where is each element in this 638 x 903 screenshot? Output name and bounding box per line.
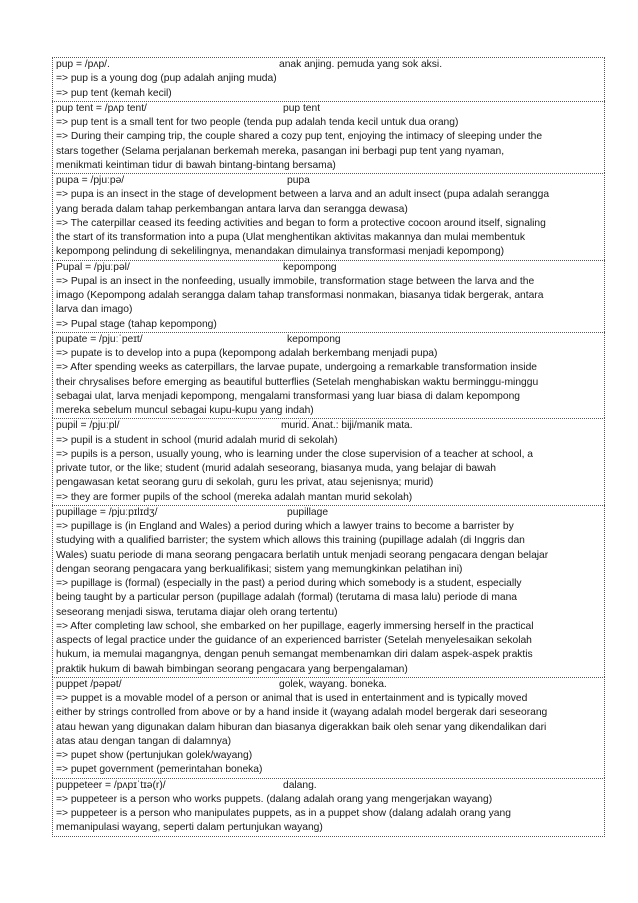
headword: puppet /pəpət/	[56, 678, 122, 690]
entry-header	[53, 102, 604, 116]
entry-text-line: their chrysalises before emerging as beautiful butterflies (Setelah menghabiskan waktu berminggu-minggu	[56, 376, 539, 388]
entry-text-line: => pupillage is (in England and Wales) a period during which a lawyer trains to become a barrister by	[56, 521, 514, 532]
translation: pupa	[287, 175, 310, 186]
entry-text-line: => Pupal is an insect in the nonfeeding, usually immobile, transformation stage between the larva and the	[56, 275, 535, 287]
translation: dalang.	[283, 779, 317, 791]
headword: pup tent = /pʌp tent/	[56, 102, 147, 114]
entry-text-line: => The caterpillar ceased its feeding activities and began to form a protective cocoon around itself, signaling	[56, 217, 546, 229]
translation: murid. Anat.: biji/manik mata.	[281, 420, 413, 432]
headword: Pupal = /pjuːpəl/	[56, 261, 130, 273]
entry-header	[53, 678, 604, 692]
entry-text-line: Wales) suatu periode di mana seorang pengacara berlatih untuk menjadi seorang pengacara dengan belajar	[56, 549, 549, 561]
entry-text-line: => After completing law school, she embarked on her pupillage, eagerly immersing herself in the practical	[56, 620, 534, 632]
translation: kepompong	[283, 261, 337, 273]
entry-pupate	[52, 332, 605, 419]
entry-text-line: pengawasan ketat seorang guru di sekolah, guru les privat, atau sejenisnya; murid)	[56, 477, 434, 489]
entry-header	[53, 174, 604, 188]
entry-text-line: seseorang menjadi siswa, terutama diajar oleh orang tertentu)	[56, 606, 338, 618]
entry-text-line: studying with a qualified barrister; the system which allows this training (pupillage adalah (di Inggris dan	[56, 535, 525, 547]
translation: anak anjing. pemuda yang sok aksi.	[279, 59, 443, 70]
entry-text-line: => Pupal stage (tahap kepompong)	[56, 318, 217, 330]
translation: pup tent	[283, 102, 321, 114]
entry-pup-tent	[52, 101, 605, 173]
entry-text-line: kepompong pelindung di sekelilingnya, menandakan dimulainya transformasi menjadi kepompong)	[56, 246, 505, 258]
entry-header	[53, 419, 604, 433]
dictionary-sheet	[52, 57, 605, 837]
entry-text-line: => pup tent is a small tent for two people (tenda pup adalah tenda kecil untuk dua orang)	[56, 117, 459, 128]
translation: pupillage	[287, 506, 329, 518]
entry-text-line: being taught by a particular person (pupillage adalah (formal) (terutama di masa lalu) periode di mana	[56, 592, 518, 604]
entry-puppet	[52, 677, 605, 778]
entry-text-line: => pupillage is (formal) (especially in the past) a period during which somebody is a student, especially	[56, 578, 522, 589]
entry-text-line: the start of its transformation into a pupa (Ulat menghentikan aktivitas makannya dan mulai membentuk	[56, 232, 526, 243]
headword: pupate = /pjuːˈpeɪt/	[56, 333, 143, 345]
entry-text-line: => puppeteer is a person who works puppets. (dalang adalah orang yang mengerjakan wayang)	[56, 793, 493, 805]
headword: pupil = /pjuːpl/	[56, 420, 120, 432]
entry-text-line: mereka sebelum muncul sebagai kupu-kupu yang indah)	[56, 405, 314, 416]
entry-text-line: sebagai ulat, larva menjadi kepompong, mengalami transformasi yang luar biasa di dalam kepompong	[56, 390, 520, 402]
entry-text-line: => After spending weeks as caterpillars, the larvae pupate, undergoing a remarkable transformation inside	[56, 362, 537, 374]
entry-text-line: => pup is a young dog (pup adalah anjing muda)	[56, 73, 277, 85]
entry-text-line: praktik hukum di bawah bimbingan seorang pengacara yang berpengalaman)	[56, 663, 408, 675]
headword: pupillage = /pjuːpɪlɪdʒ/	[56, 506, 158, 518]
translation: golek, wayang. boneka.	[279, 678, 387, 690]
translation: kepompong	[287, 333, 341, 345]
entry-text-line: imago (Kepompong adalah serangga dalam tahap transformasi nonmakan, biasanya tidak bergerak, antara	[56, 290, 544, 301]
entry-text-line: either by strings controlled from above or by a hand inside it (wayang adalah model bergerak dari seseorang	[56, 707, 548, 719]
entry-text-line: memanipulasi wayang, seperti dalam pertunjukan wayang)	[56, 822, 323, 834]
entry-text-line: atas atau dengan tangan di dalamnya)	[56, 735, 232, 747]
entry-text-line: yang berada dalam tahap perkembangan antara larva dan serangga dewasa)	[56, 203, 408, 215]
entry-text-line: => pupil is a student in school (murid adalah murid di sekolah)	[56, 434, 338, 446]
entry-text-line: => pupa is an insect in the stage of development between a larva and an adult insect (pupa adalah serangga	[56, 189, 550, 201]
entry-header	[53, 261, 604, 275]
entry-header	[53, 333, 604, 347]
headword: pup = /pʌp/.	[56, 59, 110, 70]
entry-text-line: atau hewan yang digunakan dalam hiburan dan biasanya digerakkan baik oleh senar yang dikendalikan dari	[56, 721, 547, 733]
headword: pupa = /pjuːpə/	[56, 175, 125, 186]
entry-text-line: => they are former pupils of the school (mereka adalah mantan murid sekolah)	[56, 491, 413, 503]
entry-text-line: private tutor, or the like; student (murid adalah seseorang, biasanya muda, yang belajar di bawah	[56, 463, 496, 474]
entry-text-line: => pupet government (pemerintahan boneka)	[56, 764, 263, 776]
entry-text-line: hukum, ia memulai magangnya, dengan penuh semangat membenamkan diri dalam aspek-aspek praktis	[56, 649, 533, 661]
entry-text-line: aspects of legal practice under the guidance of an experienced barrister (Setelah menyelesaikan sekolah	[56, 635, 532, 646]
entry-text-line: => pup tent (kemah kecil)	[56, 87, 172, 99]
entry-text-line: => puppet is a movable model of a person or animal that is used in entertainment and is typically moved	[56, 693, 528, 704]
entry-text-line: larva dan imago)	[56, 304, 133, 316]
entry-header	[53, 506, 604, 520]
entry-pupillage	[52, 505, 605, 677]
entry-text-line: => pupate is to develop into a pupa (kepompong adalah berkembang menjadi pupa)	[56, 348, 438, 359]
entry-text-line: => pupils is a person, usually young, who is learning under the close supervision of a teacher at school, a	[56, 448, 533, 460]
entry-header	[53, 58, 604, 72]
entry-pupa	[52, 173, 605, 260]
entry-pupil	[52, 418, 605, 505]
headword: puppeteer = /pʌpɪˈtɪə(r)/	[56, 779, 166, 791]
entry-pupal	[52, 260, 605, 332]
entry-text-line: stars together (Selama perjalanan berkemah mereka, pasangan ini berbagi pup tent yang nyaman,	[56, 145, 505, 157]
entry-text-line: dengan seorang pengacara yang berkualifikasi; sistem yang memungkinkan pelatihan ini)	[56, 563, 463, 575]
entry-text-line: => During their camping trip, the couple shared a cozy pup tent, enjoying the intimacy of sleeping under the	[56, 131, 543, 143]
entry-text-line: => pupet show (pertunjukan golek/wayang)	[56, 750, 253, 761]
entry-text-line: => puppeteer is a person who manipulates puppets, as in a puppet show (dalang adalah orang yang	[56, 808, 511, 819]
entry-text-line: menikmati keintiman tidur di bawah bintang-bintang bersama)	[56, 159, 336, 171]
entry-header	[53, 779, 604, 793]
entry-puppeteer	[52, 778, 605, 837]
entry-pup	[52, 57, 605, 101]
